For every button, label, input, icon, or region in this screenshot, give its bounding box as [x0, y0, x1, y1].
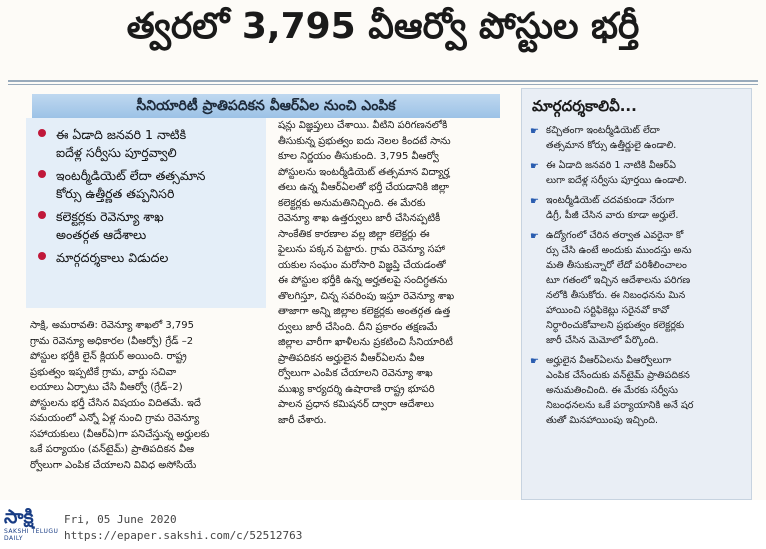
article-line: సాంకేతిక కారణాల వల్ల జిల్లా కలెక్టర్లు ఈ	[278, 228, 430, 240]
highlights-box	[26, 118, 266, 308]
guideline-text: టూ గతంలో ఇచ్చిన ఆదేశాలను పరిగణ	[546, 275, 691, 286]
guideline-text: కచ్చితంగా ఇంటర్మీడియెట్ లేదా	[546, 125, 660, 136]
guideline-text: ఉద్యోగంలో చేరిన తర్వాత ఎవరైనా కో	[546, 230, 684, 241]
guideline-text: ర్సు చేసి ఉంటే అందుకు ముందస్తు అను	[546, 245, 692, 256]
highlight-text: మార్గదర్శకాలు విడుదల	[56, 250, 169, 265]
article-line: ర్వోలుగా ఎంపిక చేయాలని వివిధ అసోసియే	[30, 459, 197, 471]
guideline-item	[530, 353, 745, 428]
article-line: సమయంలో ఎన్నో ఏళ్ల నుంచి గ్రామ రెవెన్యూ	[30, 413, 200, 424]
sidebar-title: మార్గదర్శకాలివీ...	[532, 97, 637, 115]
highlight-item	[34, 249, 260, 267]
bullet-dot-icon	[38, 211, 46, 219]
article-line: కలెక్టర్లకు అనుమతినిచ్చింది. ఈ మేరకు	[278, 197, 426, 209]
epaper-url[interactable]: https://epaper.sakshi.com/c/52512763	[64, 529, 303, 542]
article-line: ముఖ్య కార్యదర్శి ఉషారాణి రాష్ట్ర భూపరి	[278, 383, 435, 395]
guideline-text: మతి తీసుకున్నారో లేదో పరిశీలించాలం	[546, 260, 687, 271]
guideline-text: డిగ్రీ, పీజీ చేసిన వారు కూడా అర్హులే.	[546, 210, 679, 221]
guideline-text: అర్హులైన వీఆర్ఏలను వీఆర్వోలుగా	[546, 355, 672, 366]
article-line: ప్రభుత్వం ఇప్పటికే గ్రామ, వార్డు సచివా	[30, 366, 177, 378]
guideline-text: తత్సమాన కోర్సు ఉత్తీర్ణులై ఉండాలి.	[546, 140, 677, 151]
highlights-list	[26, 118, 266, 267]
article-line: తీసుకున్న ప్రభుత్వం ఐదు నెలల కిందటే సాను	[278, 135, 451, 147]
highlight-text: అంతర్గత ఆదేశాలు	[56, 227, 147, 242]
highlight-text: ఐదేళ్ల సర్వీసు పూర్తవ్వాలి	[56, 145, 177, 160]
guideline-text: ఎంపిక చేసేందుకు వన్‌టైమ్ ప్రాతిపదికన	[546, 370, 690, 381]
guidelines-sidebar	[521, 88, 752, 500]
article-line: ర్వులు జారీ చేసింది. దీని ప్రకారం తక్షణమే	[278, 321, 438, 333]
article-line: జారీ చేశారు.	[278, 414, 327, 426]
article-line: గ్రామ రెవెన్యూ అధికారల (వీఆర్వో) గ్రేడ్ –2	[30, 335, 194, 347]
pointer-hand-icon: ☛	[530, 356, 539, 367]
headline: త్వరలో 3,795 వీఆర్వో పోస్టుల భర్తీ	[126, 6, 640, 47]
article-line: సహాయకులు (వీఆర్ఏ)గా పనిచేస్తున్న అర్హులకు	[30, 428, 210, 440]
article-line: సాక్షి, అమరావతి: రెవెన్యూ శాఖలో 3,795	[30, 320, 194, 331]
sidebar-items	[530, 123, 745, 433]
guideline-text: ఈ ఏడాది జనవరి 1 నాటికి వీఆర్ఏ	[546, 160, 676, 171]
article-line: తాజాగా అన్ని జిల్లాల కలెక్టర్లకు అంతర్గత ఉత్త	[278, 306, 451, 317]
highlight-item	[34, 126, 260, 162]
subheadline-banner: సీనియారిటీ ప్రాతిపదికన వీఆర్ఏల నుంచి ఎంపిక	[32, 94, 500, 118]
article-line: తొలగిస్తూ, చిన్న సవరింపు ఇస్తూ రెవెన్యూ శాఖ	[278, 290, 455, 302]
bullet-dot-icon	[38, 129, 46, 137]
highlight-text: కలెక్టర్లకు రెవెన్యూ శాఖ	[56, 209, 164, 224]
article-line: లయాలు ఏర్పాటు చేసి వీఆర్వో (గ్రేడ్–2)	[30, 382, 183, 393]
sakshi-logo	[4, 506, 60, 546]
logo-wordmark: సాక్షి	[4, 506, 34, 528]
highlight-text: కోర్సు ఉత్తీర్ణత తప్పనిసరి	[56, 186, 175, 201]
highlight-item	[34, 167, 260, 203]
publication-date: Fri, 05 June 2020	[64, 513, 177, 526]
pointer-hand-icon: ☛	[530, 231, 539, 242]
guideline-text: ఇంటర్మీడియెట్ చదవకుండా నేరుగా	[546, 195, 675, 206]
article-line: జిల్లాల వారీగా ఖాళీలను ప్రకటించి సీనియారిటీ	[278, 337, 453, 348]
article-line: రెవెన్యూ శాఖ ఉత్తర్వులు జారీ చేసినప్పటికీ	[278, 213, 441, 224]
guideline-text: అనుమతించింది. ఈ మేరకు సర్వీసు	[546, 385, 679, 396]
article-line: షన్లు విజ్ఞప్తులు చేశాయి. వీటిని పరిగణనలోకి	[278, 120, 448, 131]
guideline-item	[530, 158, 745, 188]
article-line: కూల నిర్ణయం తీసుకుంది. 3,795 వీఆర్వో	[278, 151, 439, 162]
article-column-2	[278, 118, 508, 428]
highlight-text: ఇంటర్మీడియెట్ లేదా తత్సమాన	[56, 168, 206, 183]
guideline-text: నలోకి తీసుకోరు. ఈ నిబంధనను మిన	[546, 290, 686, 301]
pointer-hand-icon: ☛	[530, 196, 539, 207]
article-line: యకుల సంఘం మరోసారి విజ్ఞప్తి చేయడంతో	[278, 259, 446, 271]
logo-tagline: SAKSHI TELUGU DAILY	[4, 528, 59, 542]
guideline-item	[530, 123, 745, 153]
pointer-hand-icon: ☛	[530, 126, 539, 137]
guideline-text: హాయించి సర్టిఫికెట్లు సరైనవో కావో	[546, 305, 670, 316]
headline-rule-thin	[8, 84, 758, 85]
article-line: ఒకే పర్యాయం (వన్‌టైమ్) ప్రాతిపదికన వీఆ	[30, 444, 195, 455]
article-line: పోస్టుల భర్తీకి లైన్ క్లియర్ అయింది. రాష్ట్ర	[30, 351, 187, 362]
highlight-item	[34, 208, 260, 244]
article-line: ఫైలును పక్కన పెట్టారు. గ్రామ రెవెన్యూ సహా	[278, 244, 445, 255]
article-line: పోస్టులను భర్తీ చేసిన విషయం విదితమే. ఇదే	[30, 397, 201, 409]
article-line: ప్రాతిపదికన అర్హులైన వీఆర్ఏలను వీఆ	[278, 352, 425, 364]
guideline-text: నిర్ధారించుకోవాలని ప్రభుత్వం కలెక్టర్లకు	[546, 320, 685, 331]
guideline-text: జారీ చేసిన మెమోలో పేర్కొంది.	[546, 335, 659, 346]
bullet-dot-icon	[38, 252, 46, 260]
pointer-hand-icon: ☛	[530, 161, 539, 172]
guideline-text: నిబంధనలను ఒకే పర్యాయానికి అనే షర	[546, 400, 694, 411]
guideline-text: తుతో మినహాయింపు ఇచ్చింది.	[546, 415, 659, 426]
guideline-item	[530, 193, 745, 223]
article-column-1	[30, 318, 266, 473]
article-line: తలు ఉన్న వీఆర్ఏలతో భర్తీ చేయడానికి జిల్లా	[278, 182, 449, 193]
article-line: ఈ పోస్టుల భర్తీకి ఉన్న అర్హతలపై సందిగ్ధతను	[278, 275, 448, 286]
headline-rule	[8, 80, 758, 82]
highlight-text: ఈ ఏడాది జనవరి 1 నాటికి	[56, 127, 187, 142]
article-line: పోస్టులను ఇంటర్మీడియెట్ తత్సమాన విద్యార్హ	[278, 166, 450, 178]
guideline-item	[530, 228, 745, 348]
article-line: ర్వోలుగా ఎంపిక చేయాలని రెవెన్యూ శాఖ	[278, 368, 433, 379]
article-line: పాలన ప్రధాన కమిషనర్ ద్వారా ఆదేశాలు	[278, 399, 434, 410]
bullet-dot-icon	[38, 170, 46, 178]
guideline-text: లుగా ఐదేళ్ల సర్వీసు పూర్తయి ఉండాలి.	[546, 175, 687, 186]
